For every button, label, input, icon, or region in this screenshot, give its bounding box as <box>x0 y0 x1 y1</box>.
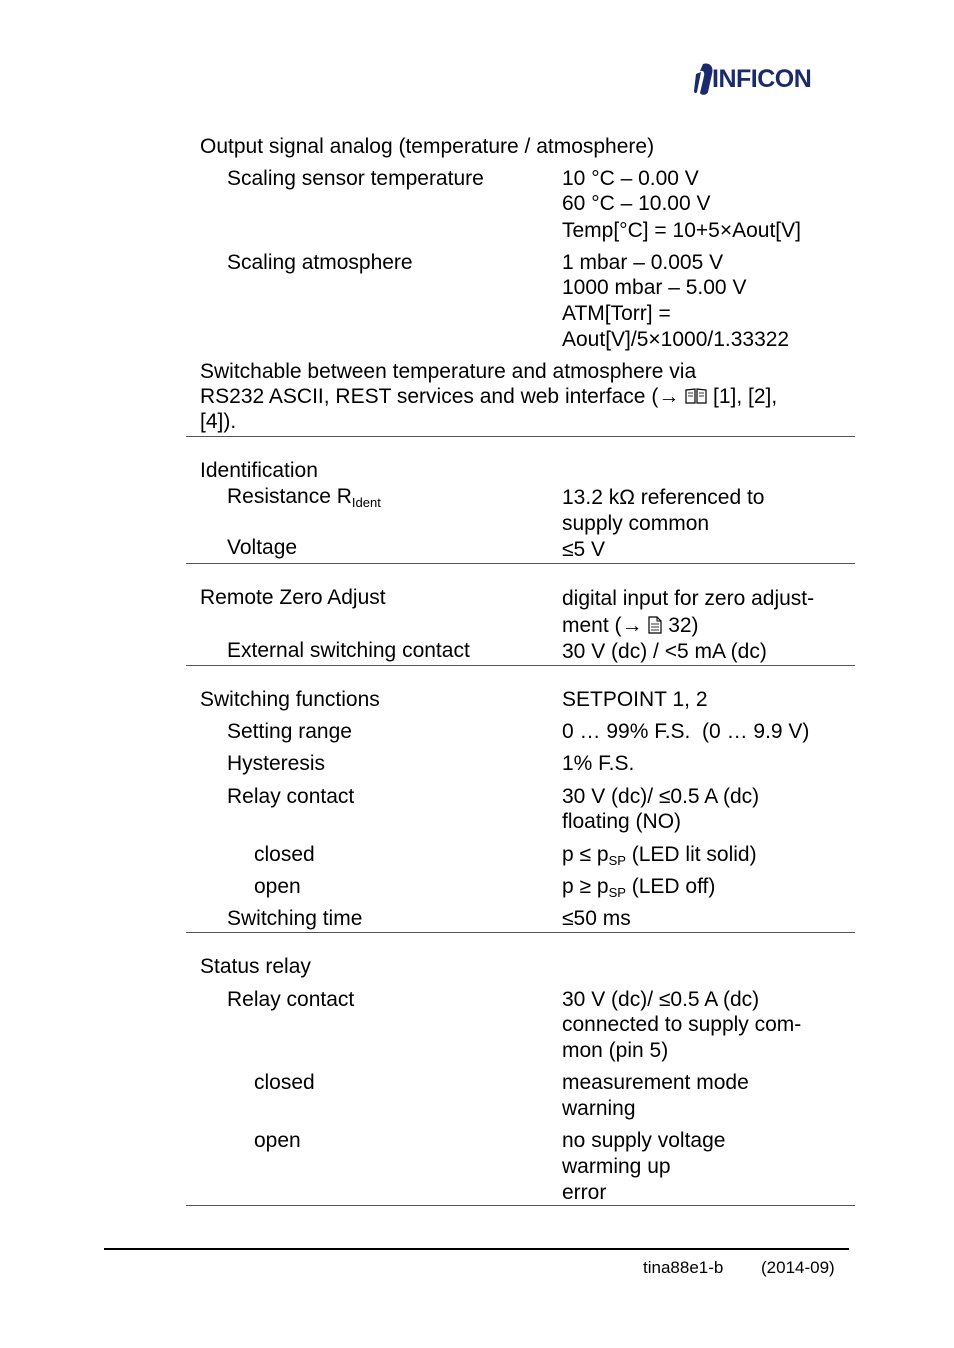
note-line-2 <box>200 384 777 409</box>
label-scaling-atmosphere: Scaling atmosphere <box>227 251 413 274</box>
value-status-closed-2: warning <box>562 1097 636 1120</box>
value-status-relay-3: mon (pin 5) <box>562 1039 669 1062</box>
value-relay-1: 30 V (dc)/ ≤0.5 A (dc) <box>562 785 760 808</box>
value-closed-a: p ≤ p <box>562 843 609 866</box>
value-atm-2: 1000 mbar – 5.00 V <box>562 276 747 299</box>
label-status-open: open <box>254 1129 301 1152</box>
value-closed <box>562 842 757 873</box>
label-resistance-text: Resistance R <box>227 485 352 508</box>
label-open: open <box>254 875 301 898</box>
divider <box>186 436 855 437</box>
value-temp-2: 60 °C – 10.00 V <box>562 192 711 215</box>
label-voltage: Voltage <box>227 536 298 559</box>
note-line-2a: RS232 ASCII, REST services and web interface (→ <box>200 385 686 408</box>
note-line-2b: [1], [2], <box>707 385 778 408</box>
note-line-1: Switchable between temperature and atmosphere via <box>200 360 697 383</box>
section-heading-zero-adjust: Remote Zero Adjust <box>200 586 386 609</box>
divider <box>186 932 855 933</box>
value-atm-3: ATM[Torr] = <box>562 302 671 325</box>
value-open-b: (LED off) <box>625 875 716 898</box>
value-open-a: p ≥ p <box>562 875 609 898</box>
label-setting-range: Setting range <box>227 720 352 743</box>
value-closed-b: (LED lit solid) <box>625 843 757 866</box>
label-hysteresis: Hysteresis <box>227 752 326 775</box>
label-scaling-temperature: Scaling sensor temperature <box>227 167 484 190</box>
logo-mark-icon <box>694 62 714 96</box>
value-setting-range: 0 … 99% F.S. (0 … 9.9 V) <box>562 720 810 743</box>
value-status-open-2: warming up <box>562 1155 671 1178</box>
value-status-open-3: error <box>562 1181 607 1204</box>
value-relay-2: floating (NO) <box>562 810 682 833</box>
note-line-3: [4]). <box>200 410 237 433</box>
value-switching-time: ≤50 ms <box>562 907 631 930</box>
section-heading-status-relay: Status relay <box>200 955 311 978</box>
section-heading-switching: Switching functions <box>200 688 380 711</box>
book-icon <box>685 387 707 405</box>
value-open <box>562 874 715 905</box>
value-voltage: ≤5 V <box>562 538 606 561</box>
section-heading-identification: Identification <box>200 459 318 482</box>
divider <box>186 665 855 666</box>
value-closed-sub: SP <box>608 853 626 868</box>
footer-rule <box>104 1248 849 1250</box>
page-icon <box>648 616 662 634</box>
value-zero-2a: ment (→ <box>562 614 649 637</box>
value-zero-1: digital input for zero adjust- <box>562 587 815 610</box>
label-relay-contact: Relay contact <box>227 785 355 808</box>
logo-wordmark: INFICON <box>712 65 812 93</box>
label-status-closed: closed <box>254 1071 315 1094</box>
value-zero-2 <box>562 613 699 638</box>
value-status-closed-1: measurement mode <box>562 1071 749 1094</box>
label-external-switching: External switching contact <box>227 639 470 662</box>
label-resistance <box>227 484 381 515</box>
value-status-relay-1: 30 V (dc)/ ≤0.5 A (dc) <box>562 988 760 1011</box>
divider <box>186 1205 855 1206</box>
value-temp-1: 10 °C – 0.00 V <box>562 167 699 190</box>
value-resistance-2: supply common <box>562 512 710 535</box>
value-zero-2b: 32) <box>662 614 699 637</box>
section-heading-analog: Output signal analog (temperature / atmosphere) <box>200 135 655 158</box>
value-atm-1: 1 mbar – 0.005 V <box>562 251 724 274</box>
value-status-relay-2: connected to supply com- <box>562 1013 802 1036</box>
value-atm-4: Aout[V]/5×1000/1.33322 <box>562 328 790 351</box>
label-status-relay-contact: Relay contact <box>227 988 355 1011</box>
footer-doc-id: tina88e1-b <box>643 1258 724 1277</box>
value-open-sub: SP <box>608 885 626 900</box>
label-resistance-sub: Ident <box>351 495 381 510</box>
value-hysteresis: 1% F.S. <box>562 752 635 775</box>
label-switching-time: Switching time <box>227 907 363 930</box>
value-setpoint: SETPOINT 1, 2 <box>562 688 708 711</box>
inficon-logo <box>694 62 846 96</box>
value-resistance-1: 13.2 kΩ referenced to <box>562 486 765 509</box>
divider <box>186 563 855 564</box>
value-status-open-1: no supply voltage <box>562 1129 726 1152</box>
footer-date: (2014-09) <box>761 1258 835 1277</box>
label-closed: closed <box>254 843 315 866</box>
value-external-switching: 30 V (dc) / <5 mA (dc) <box>562 640 767 663</box>
value-temp-3: Temp[°C] = 10+5×Aout[V] <box>562 219 801 242</box>
